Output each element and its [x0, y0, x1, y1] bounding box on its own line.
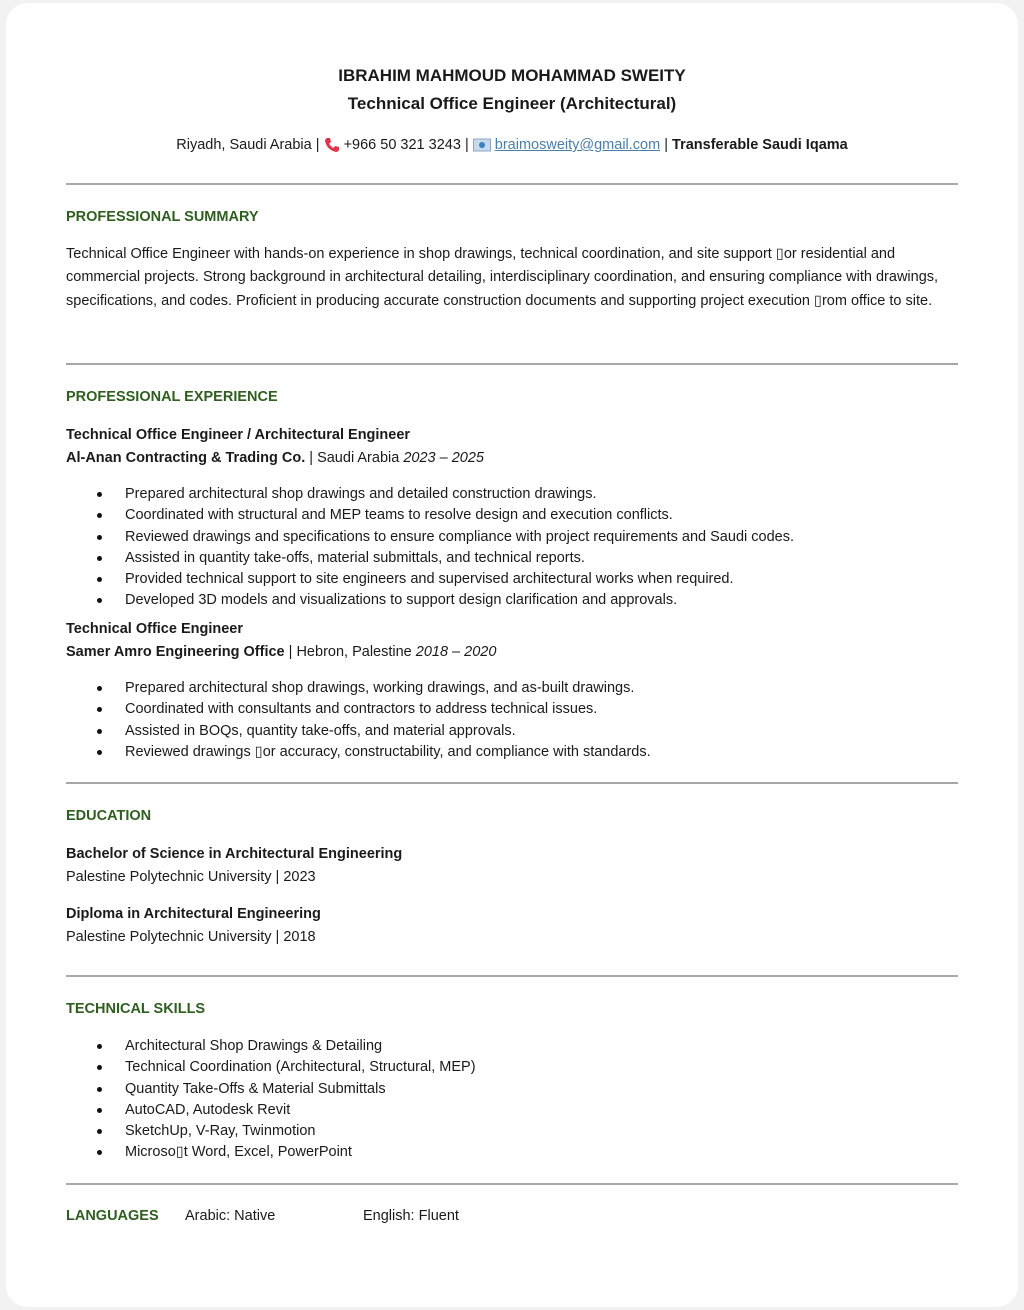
list-item: Reviewed drawings ▯or accuracy, constructability, and compliance with standards.	[66, 742, 958, 763]
job-role: Technical Office Engineer	[66, 621, 244, 637]
list-item: Assisted in BOQs, quantity take-offs, and material approvals.	[66, 721, 958, 742]
language-arabic: Arabic: Native	[185, 1208, 276, 1224]
experience-heading: PROFESSIONAL EXPERIENCE	[66, 389, 278, 405]
degree: Diploma in Architectural Engineering	[66, 906, 321, 922]
skills-list	[66, 1036, 958, 1164]
job-location: | Saudi Arabia	[305, 450, 404, 466]
job-bullets	[66, 484, 958, 612]
divider	[66, 183, 958, 185]
list-item: Technical Coordination (Architectural, Structural, MEP)	[66, 1057, 958, 1078]
iqama-status: Transferable Saudi Iqama	[672, 137, 848, 153]
company: Al-Anan Contracting & Trading Co.	[66, 450, 306, 466]
list-item: Coordinated with structural and MEP teams to resolve design and execution conflicts.	[66, 505, 958, 526]
separator: |	[464, 137, 469, 153]
education-item	[66, 843, 958, 889]
list-item: Microso▯t Word, Excel, PowerPoint	[66, 1142, 958, 1163]
list-item: Reviewed drawings and specifications to ensure compliance with project requirements and Saudi codes.	[66, 527, 958, 548]
divider	[66, 363, 958, 365]
education-heading: EDUCATION	[66, 808, 152, 824]
job-dates: 2023 – 2025	[403, 450, 484, 466]
list-item: Coordinated with consultants and contractors to address technical issues.	[66, 699, 958, 720]
candidate-name: IBRAHIM MAHMOUD MOHAMMAD SWEITY	[338, 66, 686, 85]
languages-heading: LANGUAGES	[66, 1208, 159, 1224]
divider	[66, 782, 958, 784]
job-company-line	[66, 641, 958, 664]
summary-heading: PROFESSIONAL SUMMARY	[66, 209, 259, 225]
list-item: Provided technical support to site engineers and supervised architectural works when required.	[66, 569, 958, 590]
job-location: | Hebron, Palestine	[284, 644, 416, 660]
education-item	[66, 903, 958, 949]
list-item: Developed 3D models and visualizations to support design clarification and approvals.	[66, 590, 958, 611]
language-english: English: Fluent	[363, 1208, 459, 1224]
list-item: AutoCAD, Autodesk Revit	[66, 1100, 958, 1121]
location: Riyadh, Saudi Arabia	[176, 137, 312, 153]
job-company-line	[66, 447, 958, 470]
degree: Bachelor of Science in Architectural Engineering	[66, 846, 403, 862]
contact-line	[6, 137, 1018, 153]
separator: |	[664, 137, 668, 153]
candidate-title: Technical Office Engineer (Architectural)	[347, 94, 677, 113]
job-1	[66, 424, 958, 612]
list-item: Prepared architectural shop drawings and detailed construction drawings.	[66, 484, 958, 505]
email-link[interactable]: braimosweity@gmail.com	[494, 137, 661, 153]
phone-icon	[324, 137, 340, 153]
job-dates: 2018 – 2020	[415, 644, 497, 660]
divider	[66, 975, 958, 977]
list-item: SketchUp, V-Ray, Twinmotion	[66, 1121, 958, 1142]
school: Palestine Polytechnic University | 2023	[66, 869, 316, 885]
company: Samer Amro Engineering Office	[66, 644, 285, 660]
phone: +966 50 321 3243	[343, 137, 461, 153]
email-icon	[473, 138, 491, 152]
skills-heading: TECHNICAL SKILLS	[66, 1001, 206, 1017]
resume-page	[6, 3, 1018, 1307]
list-item: Quantity Take-Offs & Material Submittals	[66, 1079, 958, 1100]
job-role: Technical Office Engineer / Architectural Engineer	[66, 427, 411, 443]
list-item: Prepared architectural shop drawings, working drawings, and as-built drawings.	[66, 678, 958, 699]
divider	[66, 1183, 958, 1185]
job-bullets	[66, 678, 958, 763]
job-2	[66, 618, 958, 763]
list-item: Architectural Shop Drawings & Detailing	[66, 1036, 958, 1057]
separator: |	[315, 137, 320, 153]
school: Palestine Polytechnic University | 2018	[66, 929, 316, 945]
list-item: Assisted in quantity take-offs, material submittals, and technical reports.	[66, 548, 958, 569]
summary-text: Technical Office Engineer with hands-on experience in shop drawings, technical coordination, and site support ▯or residential and commercial projects. Strong background in architectural detailing, interdisciplinary coordination, and ensuring compliance with drawings, specifications, and codes. Proficient in producing accurate construction documents and supporting project execution ▯rom office to site.	[66, 246, 939, 309]
